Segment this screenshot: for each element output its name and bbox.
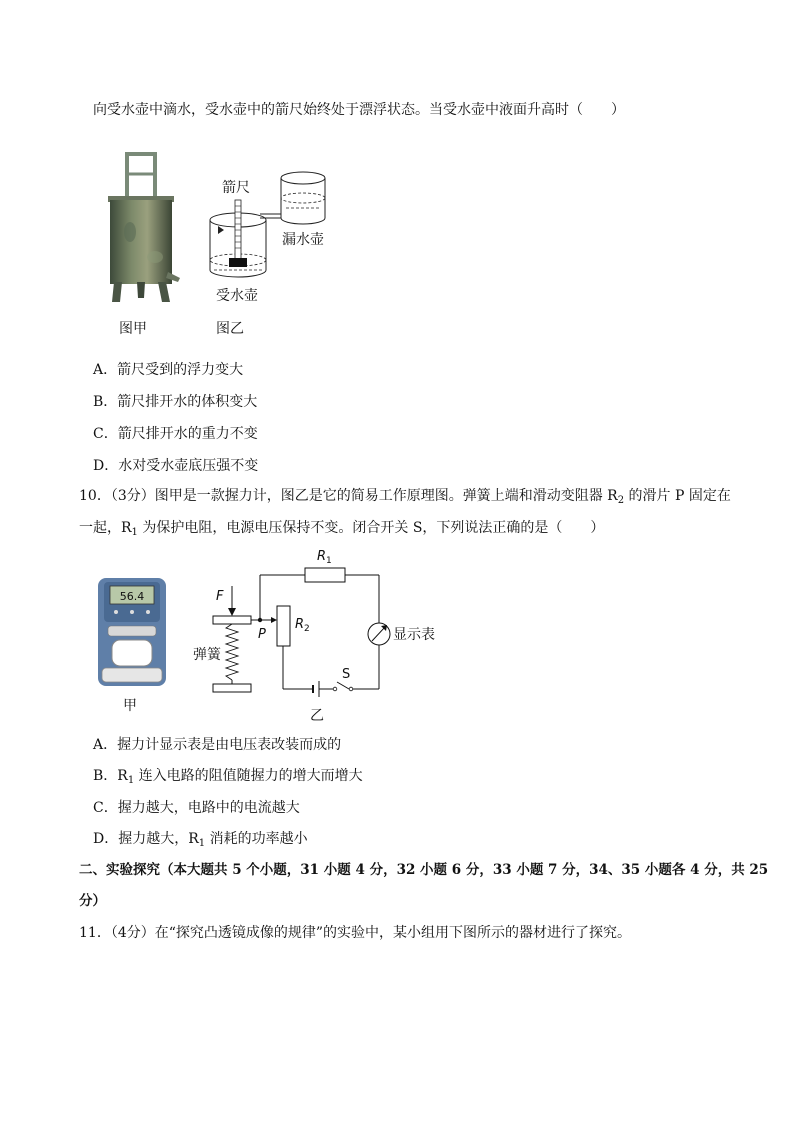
q10-stem-line2: 一起，$R_1$ 为保护电阻，电源电压保持不变。闭合开关 S，下列说法正确的是（ ）	[79, 520, 605, 538]
slider-arrow-icon	[271, 617, 277, 623]
vessel-body	[110, 200, 172, 284]
caption-fig9-a: 图甲	[119, 321, 147, 337]
label-arrow-ruler: 箭尺	[222, 180, 250, 196]
label-leak-pot: 漏水壶	[282, 232, 324, 248]
caption-fig10-b: 乙	[310, 708, 324, 724]
dynamometer-handle	[102, 668, 162, 682]
q10-option-b: B．$R_1$ 连入电路的阻值随握力的增大而增大	[93, 768, 363, 786]
q9-option-d: D．水对受水壶底压强不变	[93, 458, 259, 474]
label-switch: S	[342, 667, 351, 682]
top-plate	[213, 616, 251, 624]
force-arrow-icon	[228, 608, 236, 616]
spring	[226, 624, 238, 680]
q11-stem: 11．（4分）在“探究凸透镜成像的规律”的实验中，某小组用下图所示的器材进行了探究。	[79, 925, 632, 941]
label-r1: $R_1$	[317, 549, 332, 566]
figure-9-photo	[100, 152, 182, 307]
label-spring: 弹簧	[193, 647, 221, 663]
q9-stem: 向受水壶中滴水，受水壶中的箭尺始终处于漂浮状态。当受水壶中液面升高时（ ）	[93, 102, 625, 118]
label-receive-pot: 受水壶	[216, 288, 258, 304]
figure-10-photo	[96, 576, 168, 688]
label-r2: $R_2$	[295, 617, 310, 634]
label-force: F	[216, 589, 224, 604]
resistor-r2	[277, 606, 290, 646]
caption-fig9-b: 图乙	[216, 321, 244, 337]
label-slider-p: P	[258, 627, 266, 642]
switch-s	[337, 682, 349, 689]
vessel-frame	[127, 154, 155, 198]
q9-option-b: B．箭尺排开水的体积变大	[93, 394, 258, 410]
section-2-heading-cont: 分）	[79, 893, 106, 909]
q10-stem-line1: 10．（3分）图甲是一款握力计，图乙是它的简易工作原理图。弹簧上端和滑动变阻器 $R_2$ 的滑片 P 固定在	[79, 488, 731, 506]
q9-option-a: A．箭尺受到的浮力变大	[93, 362, 244, 378]
q10-option-d: D．握力越大，$R_1$ 消耗的功率越小	[93, 831, 308, 849]
q10-option-c: C．握力越大，电路中的电流越大	[93, 800, 300, 816]
q9-option-c: C．箭尺排开水的重力不变	[93, 426, 258, 442]
figure-10-circuit	[185, 540, 445, 725]
label-meter: 显示表	[393, 627, 435, 643]
section-2-heading: 二、实验探究（本大题共 5 个小题，31 小题 4 分，32 小题 6 分，33 小题 7 分，34、35 小题各 4 分，共 25	[79, 862, 769, 878]
figure-9-diagram	[200, 162, 340, 307]
dynamometer-reading: 56.4	[119, 590, 145, 603]
leak-pot	[281, 172, 325, 224]
arrow-ruler	[229, 200, 247, 267]
resistor-r1	[305, 568, 345, 582]
base-plate	[213, 684, 251, 692]
q10-option-a: A．握力计显示表是由电压表改装而成的	[93, 737, 342, 753]
caption-fig10-a: 甲	[123, 698, 137, 714]
